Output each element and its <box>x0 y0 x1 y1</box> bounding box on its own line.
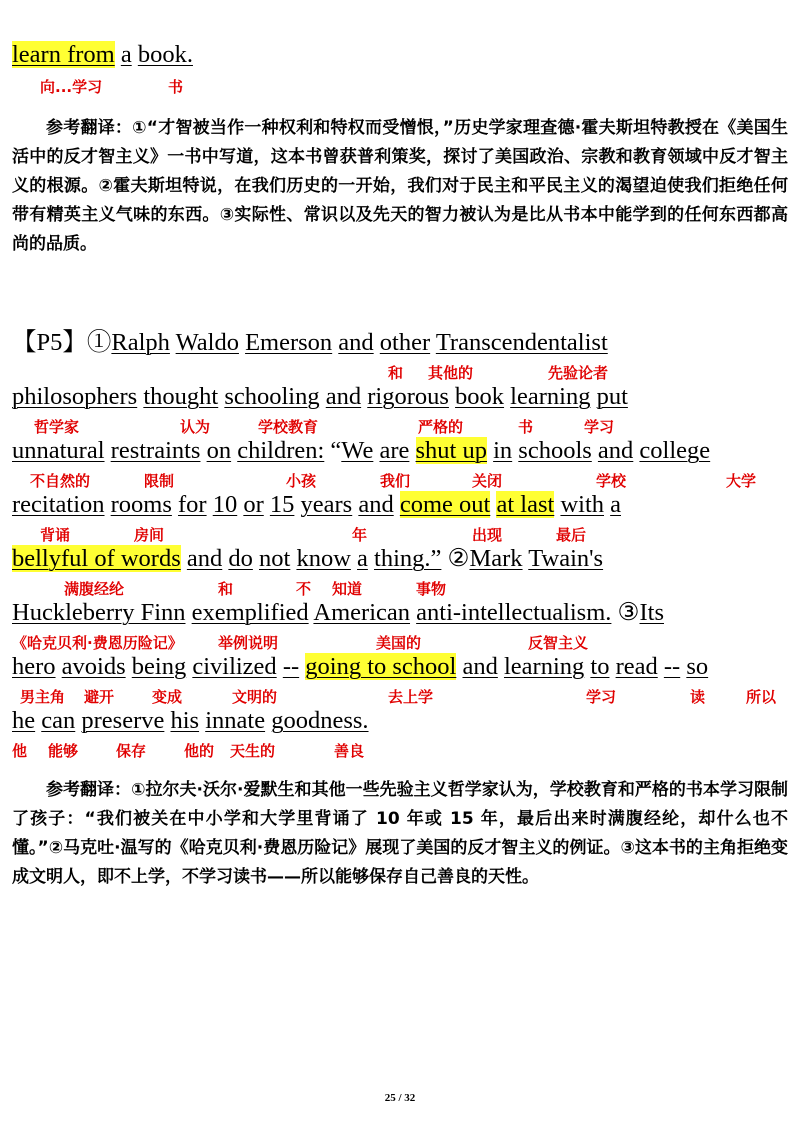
word: unnatural <box>12 437 105 464</box>
word: and <box>186 545 223 572</box>
word: in <box>493 437 513 464</box>
gloss: 他 <box>12 742 28 760</box>
gloss: 年 <box>352 526 368 544</box>
gloss: 学习 <box>584 418 615 436</box>
word: Transcendentalist <box>435 329 608 356</box>
gloss: 我们 <box>380 472 411 490</box>
gloss: 学校教育 <box>258 418 319 436</box>
paragraph-marker: 【P5】① <box>12 329 112 356</box>
word: Ralph <box>111 329 170 356</box>
gloss: 文明的 <box>232 688 278 706</box>
word: put <box>596 383 628 410</box>
word: schools <box>518 437 592 464</box>
word: Waldo <box>175 329 239 356</box>
word: and <box>462 653 498 680</box>
word: and <box>338 329 374 356</box>
word: thing.” <box>374 545 442 572</box>
word: learning <box>510 383 591 410</box>
gloss: 举例说明 <box>218 634 279 652</box>
word: are <box>379 437 410 464</box>
english-line: unnatural restraints on children: “We are shut up in schools and college <box>12 437 711 464</box>
word: a <box>610 491 621 518</box>
word: on <box>206 437 232 464</box>
word: thought <box>143 383 219 410</box>
gloss: 他的 <box>184 742 215 760</box>
gloss: 书 <box>518 418 534 436</box>
word: Emerson <box>245 329 333 356</box>
gloss: 避开 <box>84 688 115 706</box>
word: Mark <box>469 545 523 572</box>
word: book <box>455 383 505 410</box>
gloss: 美国的 <box>376 634 422 652</box>
gloss: 哲学家 <box>34 418 80 436</box>
translation-paragraph: 参考翻译：①拉尔夫·沃尔·爱默生和其他一些先验主义哲学家认为，学校教育和严格的书本学习限制了孩子：“我们被关在中小学和大学里背诵了 10 年或 15 年，最后出来时满腹经纶，却什么也不懂。”②马克吐·温写的《哈克贝利·费恩历险记》展现了美国的反才智主义的例证。③这本书的主角拒绝变成文明人，即不上学，不学习读书——所以能够保存自己善良的天性。 <box>12 780 788 887</box>
word: Twain's <box>528 545 604 572</box>
gloss: 不 <box>296 580 312 598</box>
gloss: 天生的 <box>230 742 276 760</box>
word: 15 <box>269 491 295 518</box>
gloss: 学校 <box>596 472 627 490</box>
word: a <box>120 41 132 68</box>
word: do <box>228 545 253 572</box>
word: book. <box>137 41 193 68</box>
word: rooms <box>110 491 172 518</box>
gloss: 小孩 <box>286 472 317 490</box>
gloss: 房间 <box>134 526 165 544</box>
word: goodness. <box>271 707 369 734</box>
word: he <box>12 707 36 734</box>
english-line <box>12 40 193 70</box>
word: recitation <box>12 491 105 518</box>
word: college <box>639 437 711 464</box>
highlighted-phrase: come out <box>399 491 491 518</box>
word: anti-intellectualism. <box>416 599 612 626</box>
highlighted-phrase: at last <box>496 491 555 518</box>
gloss: 和 <box>388 364 404 382</box>
gloss: 最后 <box>556 526 587 544</box>
gloss: 书 <box>168 78 184 96</box>
gloss: 去上学 <box>388 688 434 706</box>
word: avoids <box>61 653 126 680</box>
word: innate <box>205 707 266 734</box>
gloss: 变成 <box>152 688 183 706</box>
highlighted-phrase: learn from <box>12 41 115 68</box>
word: learning <box>503 653 585 680</box>
gloss: 严格的 <box>418 418 464 436</box>
gloss: 和 <box>218 580 234 598</box>
highlighted-phrase: shut up <box>415 437 487 464</box>
word: other <box>379 329 431 356</box>
word: to <box>590 653 610 680</box>
gloss: 保存 <box>116 742 147 760</box>
word: and <box>325 383 362 410</box>
gloss: 出现 <box>472 526 503 544</box>
word: hero <box>12 653 56 680</box>
gloss: 向...学习 <box>40 78 103 96</box>
word: children: <box>237 437 325 464</box>
word: with <box>560 491 604 518</box>
gloss: 先验论者 <box>548 364 609 382</box>
word: his <box>170 707 200 734</box>
word: and <box>358 491 394 518</box>
english-line <box>12 706 369 736</box>
gloss: 满腹经纶 <box>64 580 125 598</box>
english-line <box>12 328 608 358</box>
gloss: 知道 <box>332 580 363 598</box>
gloss: 认为 <box>180 418 211 436</box>
word: not <box>259 545 291 572</box>
word: -- <box>282 653 300 680</box>
gloss: 背诵 <box>40 526 71 544</box>
word: and <box>597 437 634 464</box>
english-line: Huckleberry Finn exemplified American anti-intellectualism. ③Its <box>12 599 664 626</box>
word: preserve <box>81 707 165 734</box>
word: Huckleberry Finn <box>12 599 186 626</box>
word: civilized <box>192 653 277 680</box>
gloss: 学习 <box>586 688 617 706</box>
word: or <box>243 491 264 518</box>
word: We <box>341 437 374 464</box>
word: restraints <box>110 437 201 464</box>
word: exemplified <box>191 599 309 626</box>
gloss: 关闭 <box>472 472 503 490</box>
word: schooling <box>224 383 320 410</box>
word: can <box>41 707 76 734</box>
word: know <box>296 545 351 572</box>
word: years <box>300 491 353 518</box>
word: 10 <box>212 491 238 518</box>
gloss: 限制 <box>144 472 175 490</box>
gloss: 能够 <box>48 742 79 760</box>
gloss: 读 <box>690 688 706 706</box>
gloss: 所以 <box>746 688 777 706</box>
highlighted-phrase: going to school <box>305 653 457 680</box>
word: rigorous <box>367 383 449 410</box>
gloss: 大学 <box>726 472 757 490</box>
english-line <box>12 652 708 682</box>
word: so <box>686 653 709 680</box>
word: a <box>357 545 368 572</box>
gloss: 事物 <box>416 580 447 598</box>
english-line <box>12 382 628 412</box>
word: American <box>313 599 411 626</box>
word: Its <box>639 599 664 626</box>
word: for <box>178 491 207 518</box>
word: -- <box>663 653 681 680</box>
word: read <box>615 653 658 680</box>
gloss: 其他的 <box>428 364 474 382</box>
english-line <box>12 490 621 520</box>
translation-paragraph: 参考翻译：①“才智被当作一种权利和特权而受憎恨，”历史学家理查德·霍夫斯坦特教授在《美国生活中的反才智主义》一书中写道，这本书曾获普利策奖，探讨了美国政治、宗教和教育领域中反才智主义的根源。②霍夫斯坦特说，在我们历史的一开始，我们对于民主和平民主义的渴望迫使我们拒绝任何带有精英主义气味的东西。③实际性、常识以及先天的智力被认为是比从书本中能学到的任何东西都高尚的品质。 <box>12 118 788 254</box>
english-line: bellyful of words and do not know a thing.” ②Mark Twain's <box>12 545 604 572</box>
gloss: 不自然的 <box>30 472 91 490</box>
highlighted-phrase: bellyful of words <box>12 545 181 572</box>
word: being <box>131 653 187 680</box>
gloss: 男主角 <box>20 688 66 706</box>
gloss: 善良 <box>334 742 365 760</box>
word: philosophers <box>12 383 138 410</box>
page-number: 25 / 32 <box>384 1092 416 1104</box>
gloss: 《哈克贝利·费恩历险记》 <box>12 634 183 652</box>
gloss: 反智主义 <box>528 634 589 652</box>
